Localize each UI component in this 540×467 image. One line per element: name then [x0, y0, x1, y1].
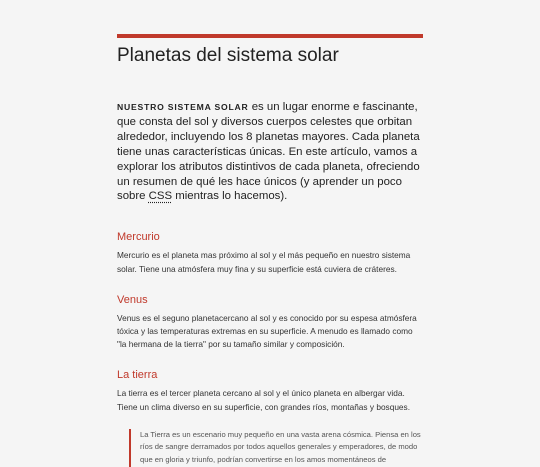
intro-lead: NUESTRO SISTEMA SOLAR: [117, 102, 249, 112]
section-body: Mercurio es el planeta mas próximo al sol y el más pequeño en nuestro sistema solar. Tiene una atmósfera muy fina y su superficie está cuviera de cráteres.: [117, 250, 411, 274]
section-heading: Mercurio: [117, 231, 160, 244]
section-venus: [117, 293, 423, 352]
css-abbreviation: CSS: [148, 190, 173, 203]
intro-text-part1: es un lugar enorme e fascinante, que consta del sol y diversos cuerpos celestes que orbitan alrededor, incluyendo los 8 planetas mayores. Cada planeta tiene unas características únicas. En este artículo, vamos a explorar los atributos distintivos de cada planeta, ofreciendo un resumen de qué les hace únicos (y aprender un poco sobre: [117, 101, 420, 203]
section-body: Venus es el seguno planetacercano al sol y es conocido por su espesa atmósfera tóxica y las temperaturas extremas en su superficie. A menudo es llamado como "la hermana de la tierra" por su tamaño similar y composición.: [117, 312, 417, 350]
section-heading: Venus: [117, 293, 148, 306]
blockquote: La Tierra es un escenario muy pequeño en una vasta arena cósmica. Piensa en los ríos de sangre derramados por todos aquellos generales y emperadores, de modo que en gloria y triunfo, podrían convertirse en los amos momentáneos de: [129, 429, 423, 467]
section-body: La tierra es el tercer planeta cercano al sol y el único planeta en albergar vida. Tiene un clima diverso en su superficie, con grandes ríos, montañas y bosques.: [117, 388, 411, 412]
intro-paragraph: [117, 100, 423, 204]
article: [117, 0, 423, 467]
intro-text-part2: mientras lo hacemos).: [172, 190, 288, 203]
section-mercurio: [117, 230, 423, 275]
page-title: Planetas del sistema solar: [117, 45, 339, 66]
section-heading: La tierra: [117, 369, 158, 382]
section-la-tierra: [117, 368, 423, 413]
top-accent-rule: [117, 34, 423, 38]
